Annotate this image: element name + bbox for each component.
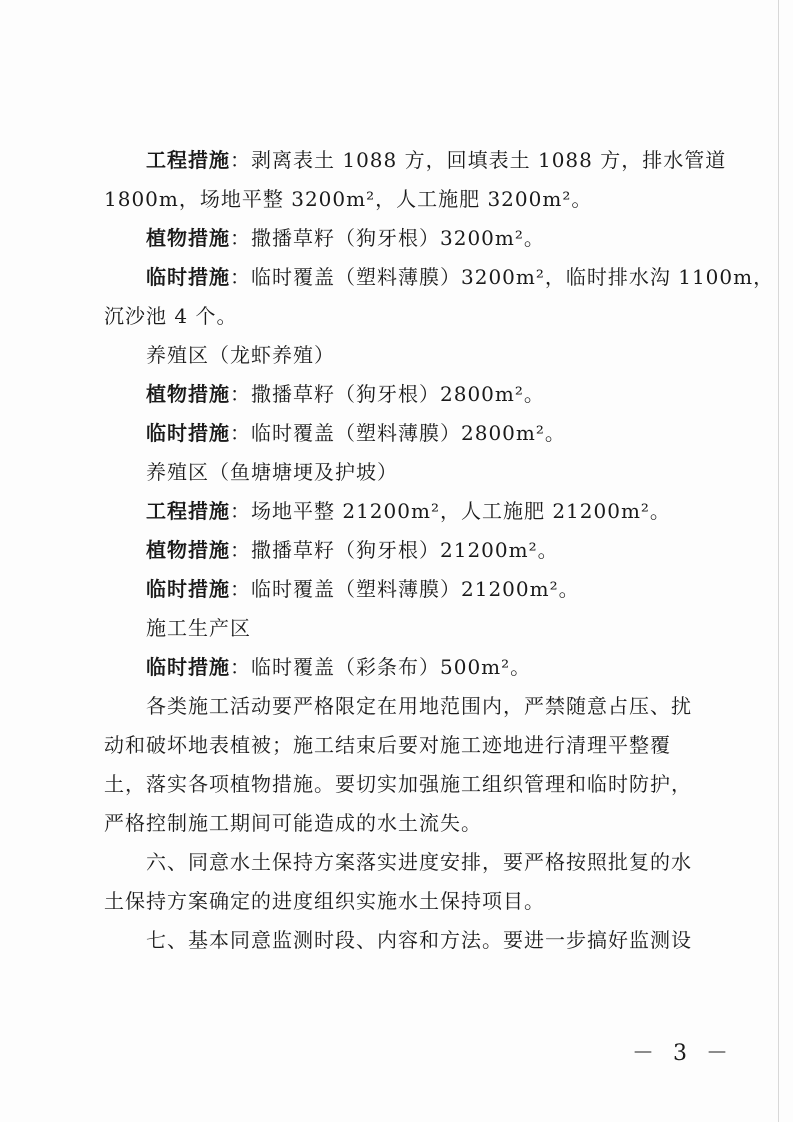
bold-label: 工程措施 [146,148,230,172]
line-text: 土，落实各项植物措施。要切实加强施工组织管理和临时防护， [104,772,692,796]
bold-label: 临时措施 [146,655,230,679]
text-line [146,419,566,447]
text-line [146,926,692,954]
bold-label: 临时措施 [146,265,230,289]
text-line [146,653,531,681]
text-line [104,185,592,213]
line-text: ：撒播草籽（狗牙根）21200m²。 [230,538,559,562]
line-text: ：临时覆盖（塑料薄膜）2800m²。 [230,421,566,445]
text-line [146,146,726,174]
text-line [146,380,545,408]
line-text: 六、同意水土保持方案落实进度安排，要严格按照批复的水 [146,850,692,874]
line-text: ：临时覆盖（彩条布）500m²。 [230,655,532,679]
line-text: 各类施工活动要严格限定在用地范围内，严禁随意占压、扰 [146,694,692,718]
bold-label: 临时措施 [146,577,230,601]
line-text: 七、基本同意监测时段、内容和方法。要进一步搞好监测设 [146,928,692,952]
text-line [146,575,580,603]
text-line [146,848,692,876]
line-text: ：剥离表土 1088 方，回填表土 1088 方，排水管道 [230,148,727,172]
bold-label: 植物措施 [146,382,230,406]
text-line [104,809,482,837]
text-line [146,263,774,291]
text-line [104,770,692,798]
bold-label: 植物措施 [146,226,230,250]
line-text: 养殖区（龙虾养殖） [146,343,335,367]
line-text: 1800m，场地平整 3200m²，人工施肥 3200m²。 [104,187,593,211]
page-number: － 3 － [632,1041,734,1066]
line-text: 土保持方案确定的进度组织实施水土保持项目。 [104,889,545,913]
line-text: ：临时覆盖（塑料薄膜）21200m²。 [230,577,580,601]
bold-label: 工程措施 [146,499,230,523]
text-line [146,224,545,252]
line-text: 沉沙池 4 个。 [104,304,238,328]
text-line [104,731,671,759]
bold-label: 植物措施 [146,538,230,562]
text-line [146,692,692,720]
text-line [104,887,545,915]
scan-edge-line [778,0,779,1122]
section-heading [146,458,398,486]
line-text: 施工生产区 [146,616,251,640]
line-text: ：撒播草籽（狗牙根）2800m²。 [230,382,545,406]
line-text: 动和破坏地表植被；施工结束后要对施工迹地进行清理平整覆 [104,733,671,757]
bold-label: 临时措施 [146,421,230,445]
line-text: 养殖区（鱼塘塘埂及护坡） [146,460,398,484]
line-text: ：撒播草籽（狗牙根）3200m²。 [230,226,545,250]
section-heading [146,341,335,369]
text-line [146,536,559,564]
line-text: ：临时覆盖（塑料薄膜）3200m²，临时排水沟 1100m， [230,265,775,289]
text-line [146,497,671,525]
line-text: ：场地平整 21200m²，人工施肥 21200m²。 [230,499,671,523]
text-line [104,302,237,330]
line-text: 严格控制施工期间可能造成的水土流失。 [104,811,482,835]
section-heading [146,614,251,642]
